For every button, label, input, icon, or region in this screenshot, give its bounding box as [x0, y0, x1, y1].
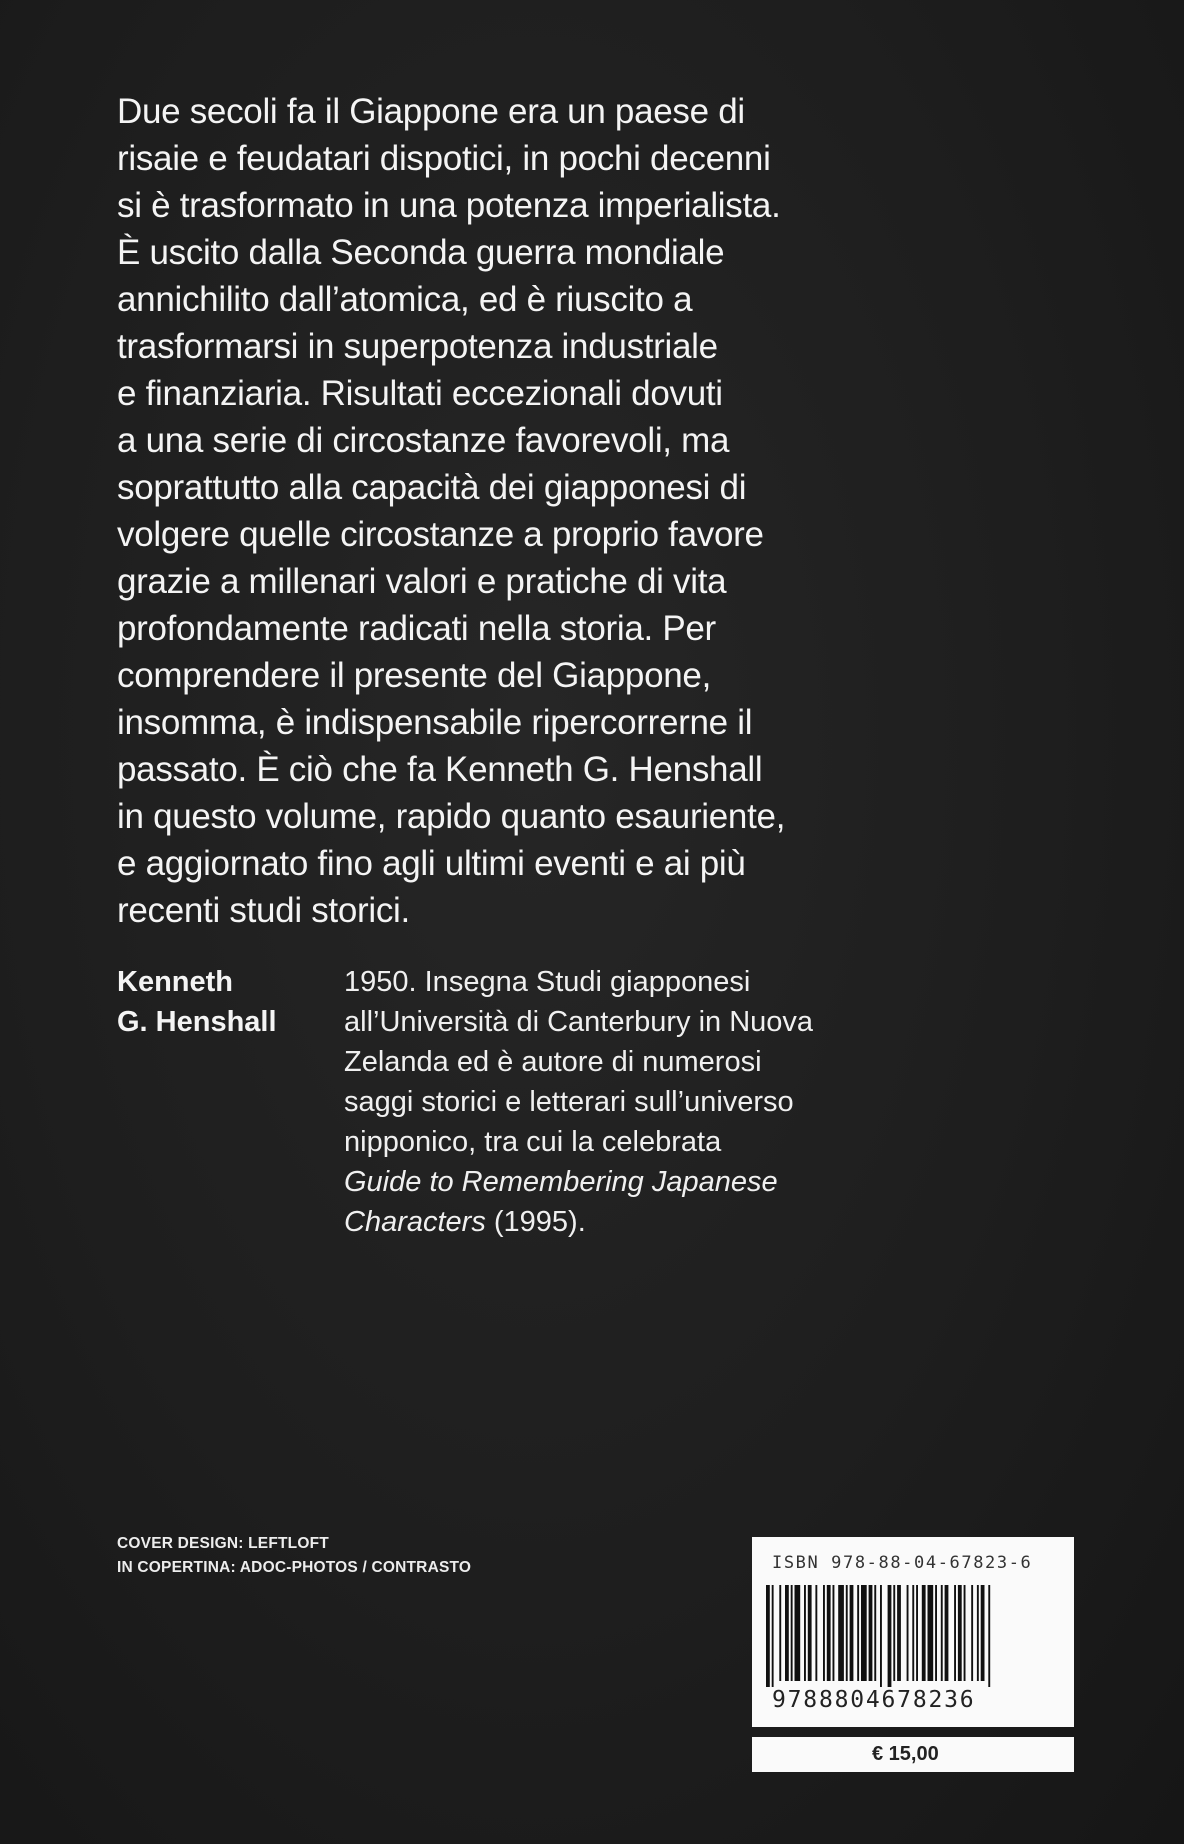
author-name-line: G. Henshall — [117, 1006, 277, 1038]
book-title-line: Guide to Remembering Japanese — [344, 1166, 778, 1198]
barcode-bar — [827, 1585, 831, 1681]
barcode-bar — [958, 1585, 962, 1681]
blurb-line: in questo volume, rapido quanto esauriente, — [117, 797, 786, 836]
barcode-bar — [838, 1585, 844, 1681]
barcode-bar — [922, 1585, 926, 1681]
barcode-bar — [833, 1585, 835, 1681]
blurb-text — [117, 88, 957, 934]
blurb-line: profondamente radicati nella storia. Per — [117, 609, 716, 648]
barcode-bar — [880, 1585, 882, 1687]
bio-line: all’Università di Canterbury in Nuova — [344, 1006, 814, 1038]
blurb-line: e finanziaria. Risultati eccezionali dovuti — [117, 374, 723, 413]
barcode-bar — [971, 1585, 973, 1681]
barcode-bar — [888, 1585, 892, 1687]
barcode-bar — [846, 1585, 848, 1681]
blurb-line: volgere quelle circostanze a proprio favore — [117, 515, 764, 554]
barcode-bar — [772, 1585, 774, 1687]
barcode-bar — [907, 1585, 909, 1681]
bio-line: nipponico, tra cui la celebrata — [344, 1126, 722, 1158]
price: € 15,00 — [872, 1743, 939, 1765]
barcode-bar — [869, 1585, 873, 1681]
blurb-line: soprattutto alla capacità dei giapponesi di — [117, 468, 747, 507]
barcode-bar — [785, 1585, 789, 1681]
blurb-line: passato. È ciò che fa Kenneth G. Henshall — [117, 750, 763, 789]
barcode-bar — [815, 1585, 817, 1681]
isbn-number: ISBN 978-88-04-67823-6 — [772, 1553, 1033, 1573]
cover-design-credit: COVER DESIGN: LEFTLOFT — [117, 1535, 329, 1552]
barcode-bar — [928, 1585, 934, 1681]
ean-digits: 9788804678236 — [772, 1687, 976, 1713]
barcode-bar — [779, 1585, 781, 1681]
blurb-line: insomma, è indispensabile ripercorrerne il — [117, 703, 753, 742]
blurb-line: si è trasformato in una potenza imperialista. — [117, 186, 781, 225]
barcode-bar — [874, 1585, 876, 1681]
cover-image-credit: IN COPERTINA: ADOC-PHOTOS / CONTRASTO — [117, 1559, 472, 1576]
barcode-bar — [766, 1585, 770, 1687]
blurb-line: È uscito dalla Seconda guerra mondiale — [117, 233, 725, 272]
credits — [117, 1532, 471, 1580]
barcode-bar — [808, 1585, 812, 1681]
barcode-bar — [964, 1585, 966, 1681]
barcode-bar — [857, 1585, 859, 1681]
blurb-line: recenti studi storici. — [117, 891, 410, 930]
blurb-line: a una serie di circostanze favorevoli, ma — [117, 421, 730, 460]
barcode-bar — [935, 1585, 937, 1681]
barcode-bar — [893, 1585, 895, 1681]
barcode-bar — [912, 1585, 914, 1681]
book-title-line: Characters — [344, 1206, 486, 1238]
barcode-bar — [941, 1585, 943, 1681]
barcode-bar — [823, 1585, 825, 1681]
barcode-bar — [916, 1585, 918, 1681]
barcode-label — [752, 1537, 1074, 1727]
blurb-line: Due secoli fa il Giappone era un paese di — [117, 92, 745, 131]
barcode-bar — [897, 1585, 901, 1681]
barcode-bar — [981, 1585, 985, 1681]
bio-last-line — [344, 1202, 964, 1242]
barcode-bar — [804, 1585, 806, 1681]
barcode-bar — [791, 1585, 793, 1681]
blurb-line: risaie e feudatari dispotici, in pochi decenni — [117, 139, 771, 178]
bio-line: Zelanda ed è autore di numerosi — [344, 1046, 762, 1078]
author-name — [117, 962, 277, 1042]
blurb-line: annichilito dall’atomica, ed è riuscito a — [117, 280, 693, 319]
barcode-bar — [945, 1585, 949, 1681]
barcode-bar — [954, 1585, 956, 1681]
barcode-bar — [850, 1585, 854, 1681]
barcode-bar — [988, 1585, 990, 1687]
barcode-bar — [977, 1585, 979, 1681]
blurb-line: trasformarsi in superpotenza industriale — [117, 327, 718, 366]
price-label — [752, 1737, 1074, 1772]
bio-line: 1950. Insegna Studi giapponesi — [344, 966, 751, 998]
barcode-bar — [795, 1585, 801, 1681]
barcode-bars-icon — [760, 1585, 1066, 1687]
blurb-line: grazie a millenari valori e pratiche di vita — [117, 562, 727, 601]
blurb-line: e aggiornato fino agli ultimi eventi e ai più — [117, 844, 746, 883]
book-year: (1995). — [485, 1206, 586, 1238]
blurb-line: comprendere il presente del Giappone, — [117, 656, 712, 695]
author-bio — [344, 962, 964, 1242]
barcode-bar — [861, 1585, 867, 1681]
bio-line: saggi storici e letterari sull’universo — [344, 1086, 794, 1118]
author-name-line: Kenneth — [117, 966, 233, 998]
